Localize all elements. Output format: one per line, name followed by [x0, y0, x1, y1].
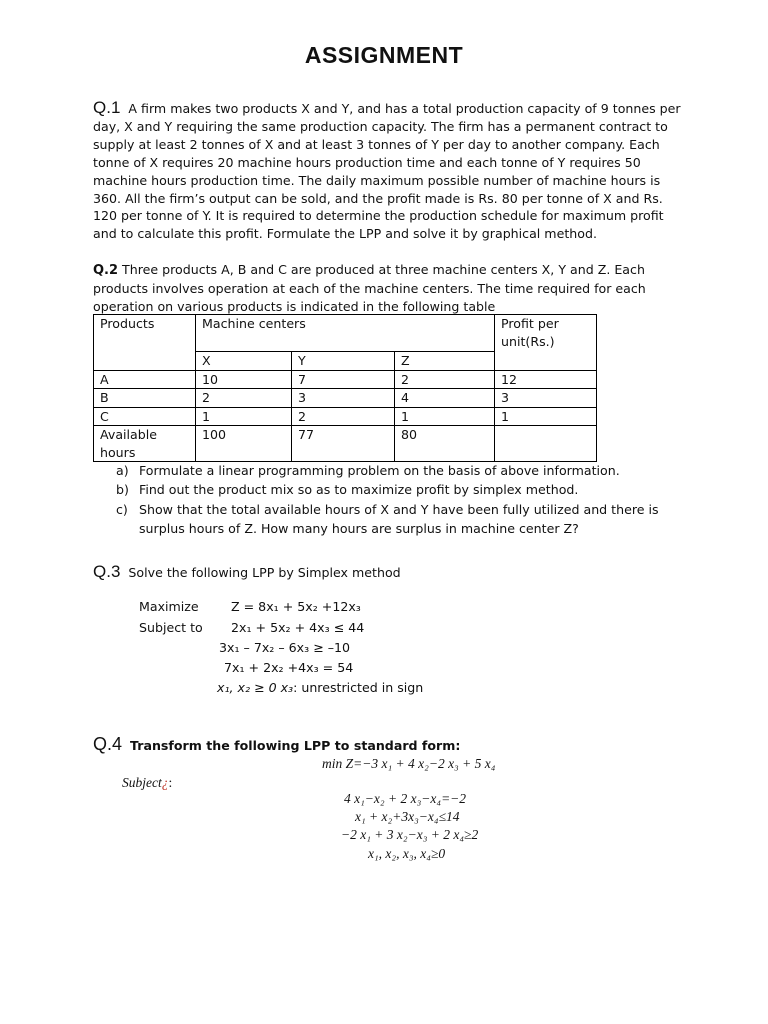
question-4 [93, 734, 460, 755]
table-header-machine-centers: Machine centers [196, 315, 495, 352]
subject-to-label: Subject to [139, 620, 203, 635]
table-cell: 2 [196, 389, 292, 408]
table-cell: 77 [292, 426, 395, 462]
table-cell: 80 [395, 426, 495, 462]
table-cell: 2 [395, 370, 495, 389]
q3-constraint-4 [217, 678, 423, 698]
table-cell: 100 [196, 426, 292, 462]
list-text: Find out the product mix so as to maximize profit by simplex method. [139, 482, 579, 498]
table-cell: 2 [292, 407, 395, 426]
list-item [116, 500, 676, 539]
table-cell: 1 [495, 407, 597, 426]
list-text: Show that the total available hours of X and Y have been fully utilized and there is surplus hours of Z. How many hours are surplus in machine center Z? [139, 501, 659, 536]
table-col-y: Y [292, 352, 395, 371]
q4-constraint-3: −2 x₁ + 3 x₂−x₃ + 2 x₄≥2 [341, 827, 479, 842]
table-header-products: Products [94, 315, 196, 371]
question-4-text: Transform the following LPP to standard form: [130, 738, 461, 753]
q3-constraint-4-text: : unrestricted in sign [293, 680, 424, 695]
table-cell: A [94, 370, 196, 389]
table-cell: 1 [196, 407, 292, 426]
table-row [94, 426, 597, 462]
table-cell: 10 [196, 370, 292, 389]
question-4-number: Q.4 [93, 734, 123, 754]
q4-constraint-1: 4 x₁−x₂ + 2 x₃−x₄=−2 [344, 791, 467, 806]
q4-subject-colon: : [168, 775, 173, 790]
q4-constraint-4: x₁, x₂, x₃, x₄≥0 [368, 846, 446, 861]
list-item [116, 480, 676, 499]
question-3-text: Solve the following LPP by Simplex method [128, 565, 401, 580]
q4-subject-label [122, 775, 172, 791]
table-row [94, 389, 597, 408]
table-cell: Available hours [94, 426, 196, 462]
list-marker: c) [116, 501, 128, 517]
q3-constraint-3: 7x₁ + 2x₂ +4x₃ = 54 [224, 660, 354, 675]
table-cell: 12 [495, 370, 597, 389]
q4-subject-glyph: ¿ [161, 775, 169, 790]
list-marker: a) [116, 463, 129, 478]
question-2-text: Three products A, B and C are produced at three machine centers X, Y and Z. Each products involves operation at each of the machine centers. The time required for each operation on various products is indicated in the following table [93, 262, 646, 314]
question-1-text: A firm makes two products X and Y, and has a total production capacity of 9 tonnes per day, X and Y requiring the same production capacity. The firm has a permanent contract to supply at least 2 tonnes of X and at least 3 tonnes of Y per day to another company. Each tonne of X requires 20 machine hours production time and each tonne of Y requires 50 machine hours production time. The daily maximum possible number of machine hours is 360. All the firm’s output can be sold, and the profit made is Rs. 80 per tonne of X and Rs. 120 per tonne of Y. It is required to determine the production schedule for maximum profit and to calculate this profit. Formulate the LPP and solve it by graphical method. [93, 101, 681, 242]
page-title: ASSIGNMENT [304, 42, 464, 68]
table-cell: 1 [395, 407, 495, 426]
q3-constraint-4-vars: x₁, x₂ ≥ 0 x₃ [217, 680, 294, 695]
question-2-subparts [116, 461, 676, 538]
table-cell: 4 [395, 389, 495, 408]
machine-center-table [93, 314, 597, 462]
q3-objective: Z = 8x₁ + 5x₂ +12x₃ [231, 599, 361, 614]
q4-subject-text: Subject [122, 775, 162, 790]
q4-constraint-2: x₁ + x₂+3x₃−x₄≤14 [355, 809, 460, 824]
table-row [94, 407, 597, 426]
table-row [94, 370, 597, 389]
table-cell: 3 [292, 389, 395, 408]
question-3 [93, 563, 683, 582]
table-cell [495, 426, 597, 462]
list-text: Formulate a linear programming problem on the basis of above information. [139, 463, 620, 478]
table-cell: 3 [495, 389, 597, 408]
table-cell: B [94, 389, 196, 408]
question-1-number: Q.1 [93, 98, 121, 117]
table-col-x: X [196, 352, 292, 371]
list-marker: b) [116, 482, 129, 498]
table-cell: C [94, 407, 196, 426]
list-item [116, 461, 676, 480]
question-1 [93, 99, 683, 243]
table-col-z: Z [395, 352, 495, 371]
q3-constraint-1: 2x₁ + 5x₂ + 4x₃ ≤ 44 [231, 620, 365, 635]
q3-constraint-2: 3x₁ – 7x₂ – 6x₃ ≥ –10 [219, 640, 351, 655]
table-header-profit: Profit per unit(Rs.) [495, 315, 597, 371]
question-2 [93, 261, 683, 316]
table-cell: 7 [292, 370, 395, 389]
question-3-number: Q.3 [93, 562, 121, 581]
q4-objective: min Z=−3 x₁ + 4 x₂−2 x₃ + 5 x₄ [322, 756, 496, 771]
maximize-label: Maximize [139, 599, 199, 614]
question-2-number: Q.2 [93, 263, 119, 278]
